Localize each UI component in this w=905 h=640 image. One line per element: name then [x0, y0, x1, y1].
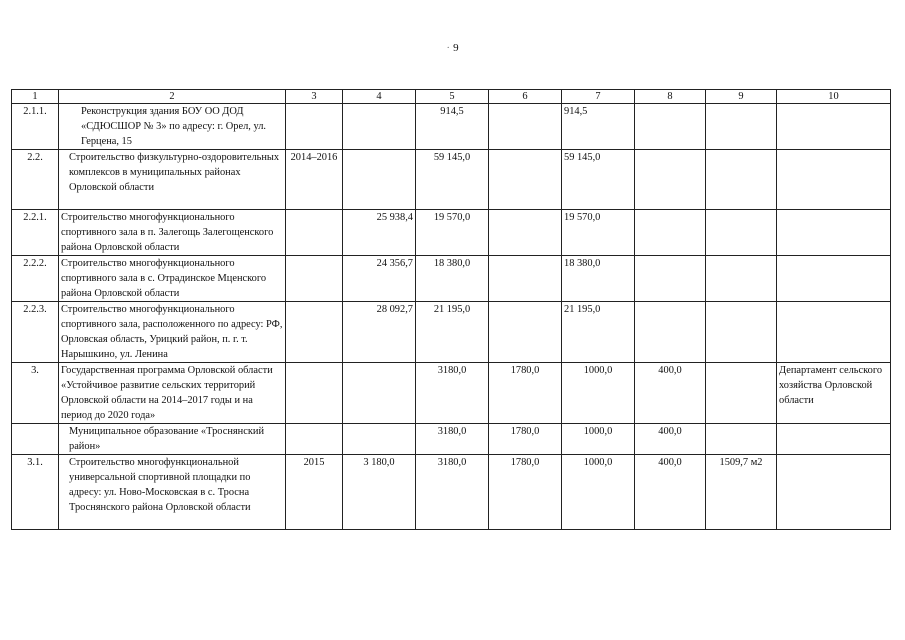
column-header: 4 [343, 90, 416, 104]
column-header: 9 [706, 90, 777, 104]
cell-period: 2015 [286, 455, 343, 530]
table-row [12, 455, 891, 530]
page-number-value: 9 [453, 42, 459, 54]
row-name: Муниципальное образование «Троснянский район» [59, 424, 286, 455]
cell-col8 [635, 150, 706, 210]
row-number: 2.2.3. [12, 302, 59, 363]
cell-col7: 21 195,0 [562, 302, 635, 363]
column-header: 2 [59, 90, 286, 104]
row-name: Строительство многофункционального спортивного зала, расположенного по адресу: РФ, Орловская область, Урицкий район, п. г. т. Нарышкино, ул. Ленина [59, 302, 286, 363]
row-name: Реконструкция здания БОУ ОО ДОД «СДЮСШОР № 3» по адресу: г. Орел, ул. Герцена, 15 [59, 104, 286, 150]
cell-col6: 1780,0 [489, 424, 562, 455]
cell-col10 [777, 210, 891, 256]
cell-col8: 400,0 [635, 455, 706, 530]
cell-col10 [777, 455, 891, 530]
cell-col7: 1000,0 [562, 455, 635, 530]
row-number: 2.1.1. [12, 104, 59, 150]
cell-col4: 28 092,7 [343, 302, 416, 363]
row-name: Строительство физкультурно-оздоровительных комплексов в муниципальных районах Орловской области [59, 150, 286, 210]
cell-col10 [777, 302, 891, 363]
cell-col6 [489, 210, 562, 256]
cell-col6 [489, 302, 562, 363]
page-tick-mark: · [446, 42, 451, 54]
row-number: 2.2.2. [12, 256, 59, 302]
cell-col10 [777, 150, 891, 210]
cell-col4: 24 356,7 [343, 256, 416, 302]
cell-col9 [706, 302, 777, 363]
cell-col7: 1000,0 [562, 363, 635, 424]
row-name: Государственная программа Орловской области «Устойчивое развитие сельских территорий Орловской области на 2014–2017 годы и на период до 2020 года» [59, 363, 286, 424]
cell-col9 [706, 104, 777, 150]
cell-period [286, 302, 343, 363]
cell-col5: 19 570,0 [416, 210, 489, 256]
cell-col6 [489, 104, 562, 150]
row-number: 2.2. [12, 150, 59, 210]
cell-col9 [706, 210, 777, 256]
cell-col5: 914,5 [416, 104, 489, 150]
cell-period [286, 104, 343, 150]
program-table [11, 89, 891, 530]
cell-period [286, 210, 343, 256]
cell-col5: 3180,0 [416, 455, 489, 530]
cell-period [286, 424, 343, 455]
cell-col10 [777, 424, 891, 455]
cell-col6 [489, 256, 562, 302]
cell-col7: 914,5 [562, 104, 635, 150]
cell-col4: 3 180,0 [343, 455, 416, 530]
cell-col8 [635, 302, 706, 363]
cell-col4 [343, 150, 416, 210]
row-number: 3.1. [12, 455, 59, 530]
cell-col9 [706, 150, 777, 210]
cell-col6: 1780,0 [489, 363, 562, 424]
row-name: Строительство многофункционального спортивного зала в п. Залегощь Залегощенского района Орловской области [59, 210, 286, 256]
table-row [12, 150, 891, 210]
cell-col10 [777, 256, 891, 302]
row-number: 2.2.1. [12, 210, 59, 256]
cell-col5: 3180,0 [416, 363, 489, 424]
cell-col5: 18 380,0 [416, 256, 489, 302]
cell-col4 [343, 104, 416, 150]
cell-col4 [343, 424, 416, 455]
cell-col9 [706, 363, 777, 424]
row-name: Строительство многофункционального спортивного зала в с. Отрадинское Мценского района Орловской области [59, 256, 286, 302]
cell-col6: 1780,0 [489, 455, 562, 530]
cell-col8 [635, 256, 706, 302]
column-header: 1 [12, 90, 59, 104]
cell-col7: 18 380,0 [562, 256, 635, 302]
cell-col10 [777, 104, 891, 150]
table-row [12, 363, 891, 424]
column-header: 8 [635, 90, 706, 104]
cell-period [286, 363, 343, 424]
cell-col6 [489, 150, 562, 210]
cell-col7: 19 570,0 [562, 210, 635, 256]
column-header: 3 [286, 90, 343, 104]
table-header-row [12, 90, 891, 104]
cell-col8 [635, 210, 706, 256]
cell-col9 [706, 424, 777, 455]
cell-col8 [635, 104, 706, 150]
cell-period [286, 256, 343, 302]
row-number [12, 424, 59, 455]
cell-period: 2014–2016 [286, 150, 343, 210]
row-number: 3. [12, 363, 59, 424]
table-row [12, 104, 891, 150]
column-header: 10 [777, 90, 891, 104]
cell-col5: 3180,0 [416, 424, 489, 455]
cell-col5: 21 195,0 [416, 302, 489, 363]
row-name: Строительство многофункциональной универсальной спортивной площадки по адресу: ул. Ново-Московская в с. Тросна Троснянского района Орловской области [59, 455, 286, 530]
table-row [12, 256, 891, 302]
page-number [0, 42, 905, 54]
table-row [12, 210, 891, 256]
column-header: 5 [416, 90, 489, 104]
cell-col4 [343, 363, 416, 424]
table-row [12, 424, 891, 455]
cell-col7: 59 145,0 [562, 150, 635, 210]
cell-col9: 1509,7 м2 [706, 455, 777, 530]
column-header: 7 [562, 90, 635, 104]
cell-col9 [706, 256, 777, 302]
cell-col4: 25 938,4 [343, 210, 416, 256]
cell-col8: 400,0 [635, 363, 706, 424]
table-row [12, 302, 891, 363]
column-header: 6 [489, 90, 562, 104]
cell-col5: 59 145,0 [416, 150, 489, 210]
cell-col7: 1000,0 [562, 424, 635, 455]
cell-responsible: Департамент сельского хозяйства Орловской области [777, 363, 891, 424]
cell-col8: 400,0 [635, 424, 706, 455]
